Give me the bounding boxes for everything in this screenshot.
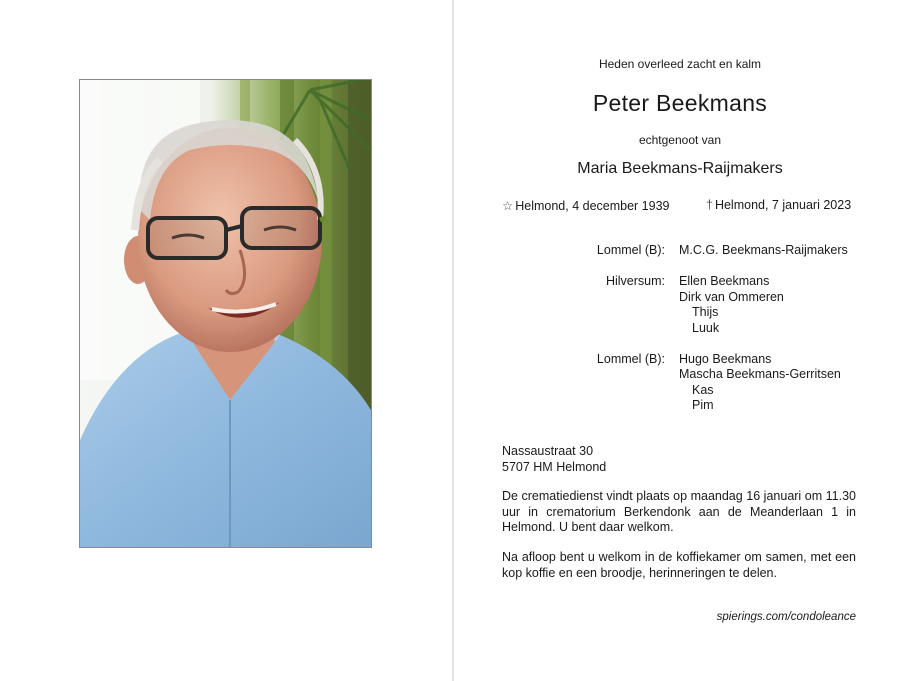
family-group	[454, 274, 906, 336]
family-member-name: Mascha Beekmans-Gerritsen	[679, 367, 841, 381]
family-names	[679, 274, 906, 336]
grandchild-name: Thijs	[692, 305, 719, 319]
death-text: Helmond, 7 januari 2023	[714, 198, 852, 212]
family-list	[454, 243, 906, 429]
right-page	[454, 0, 906, 681]
grandchild-name: Pim	[692, 398, 714, 412]
family-place: Lommel (B):	[596, 351, 665, 366]
left-page	[0, 0, 452, 681]
star-icon: ☆	[502, 199, 514, 213]
reception-paragraph: Na afloop bent u welkom in de koffiekamer om samen, met een kop koffie en een broodje, herinneringen te delen.	[502, 550, 856, 580]
service-paragraph: De crematiedienst vindt plaats op maandag 16 januari om 11.30 uur in crematorium Berkendonk aan de Meanderlaan 1 in Helmond. U bent daar welkom.	[502, 489, 856, 534]
condolence-website: spierings.com/condoleance	[716, 611, 856, 623]
family-member-name: M.C.G. Beekmans-Raijmakers	[679, 243, 848, 257]
grandchild-name: Luuk	[692, 320, 720, 335]
family-place: Lommel (B):	[596, 243, 665, 257]
death-date	[706, 198, 851, 212]
family-member-name: Ellen Beekmans	[679, 274, 770, 288]
birth-text: Helmond, 4 december 1939	[515, 199, 670, 213]
family-member-name: Hugo Beekmans	[679, 351, 772, 366]
address	[502, 444, 606, 475]
intro-text: Heden overleed zacht en kalm	[598, 57, 762, 71]
family-place: Hilversum:	[605, 274, 665, 288]
family-group	[454, 352, 906, 414]
family-names	[679, 352, 906, 414]
spouse-label: echtgenoot van	[638, 133, 722, 147]
family-names	[679, 243, 906, 259]
spouse-name: Maria Beekmans-Raijmakers	[577, 160, 783, 177]
cross-icon: †	[706, 198, 713, 212]
family-member-name: Dirk van Ommeren	[679, 289, 784, 304]
address-street: Nassaustraat 30	[502, 444, 594, 458]
address-city: 5707 HM Helmond	[502, 459, 607, 474]
grandchild-name: Kas	[692, 382, 714, 397]
portrait-photo	[79, 79, 372, 548]
birth-date	[502, 198, 669, 213]
family-group	[454, 243, 906, 259]
deceased-name: Peter Beekmans	[592, 90, 768, 116]
